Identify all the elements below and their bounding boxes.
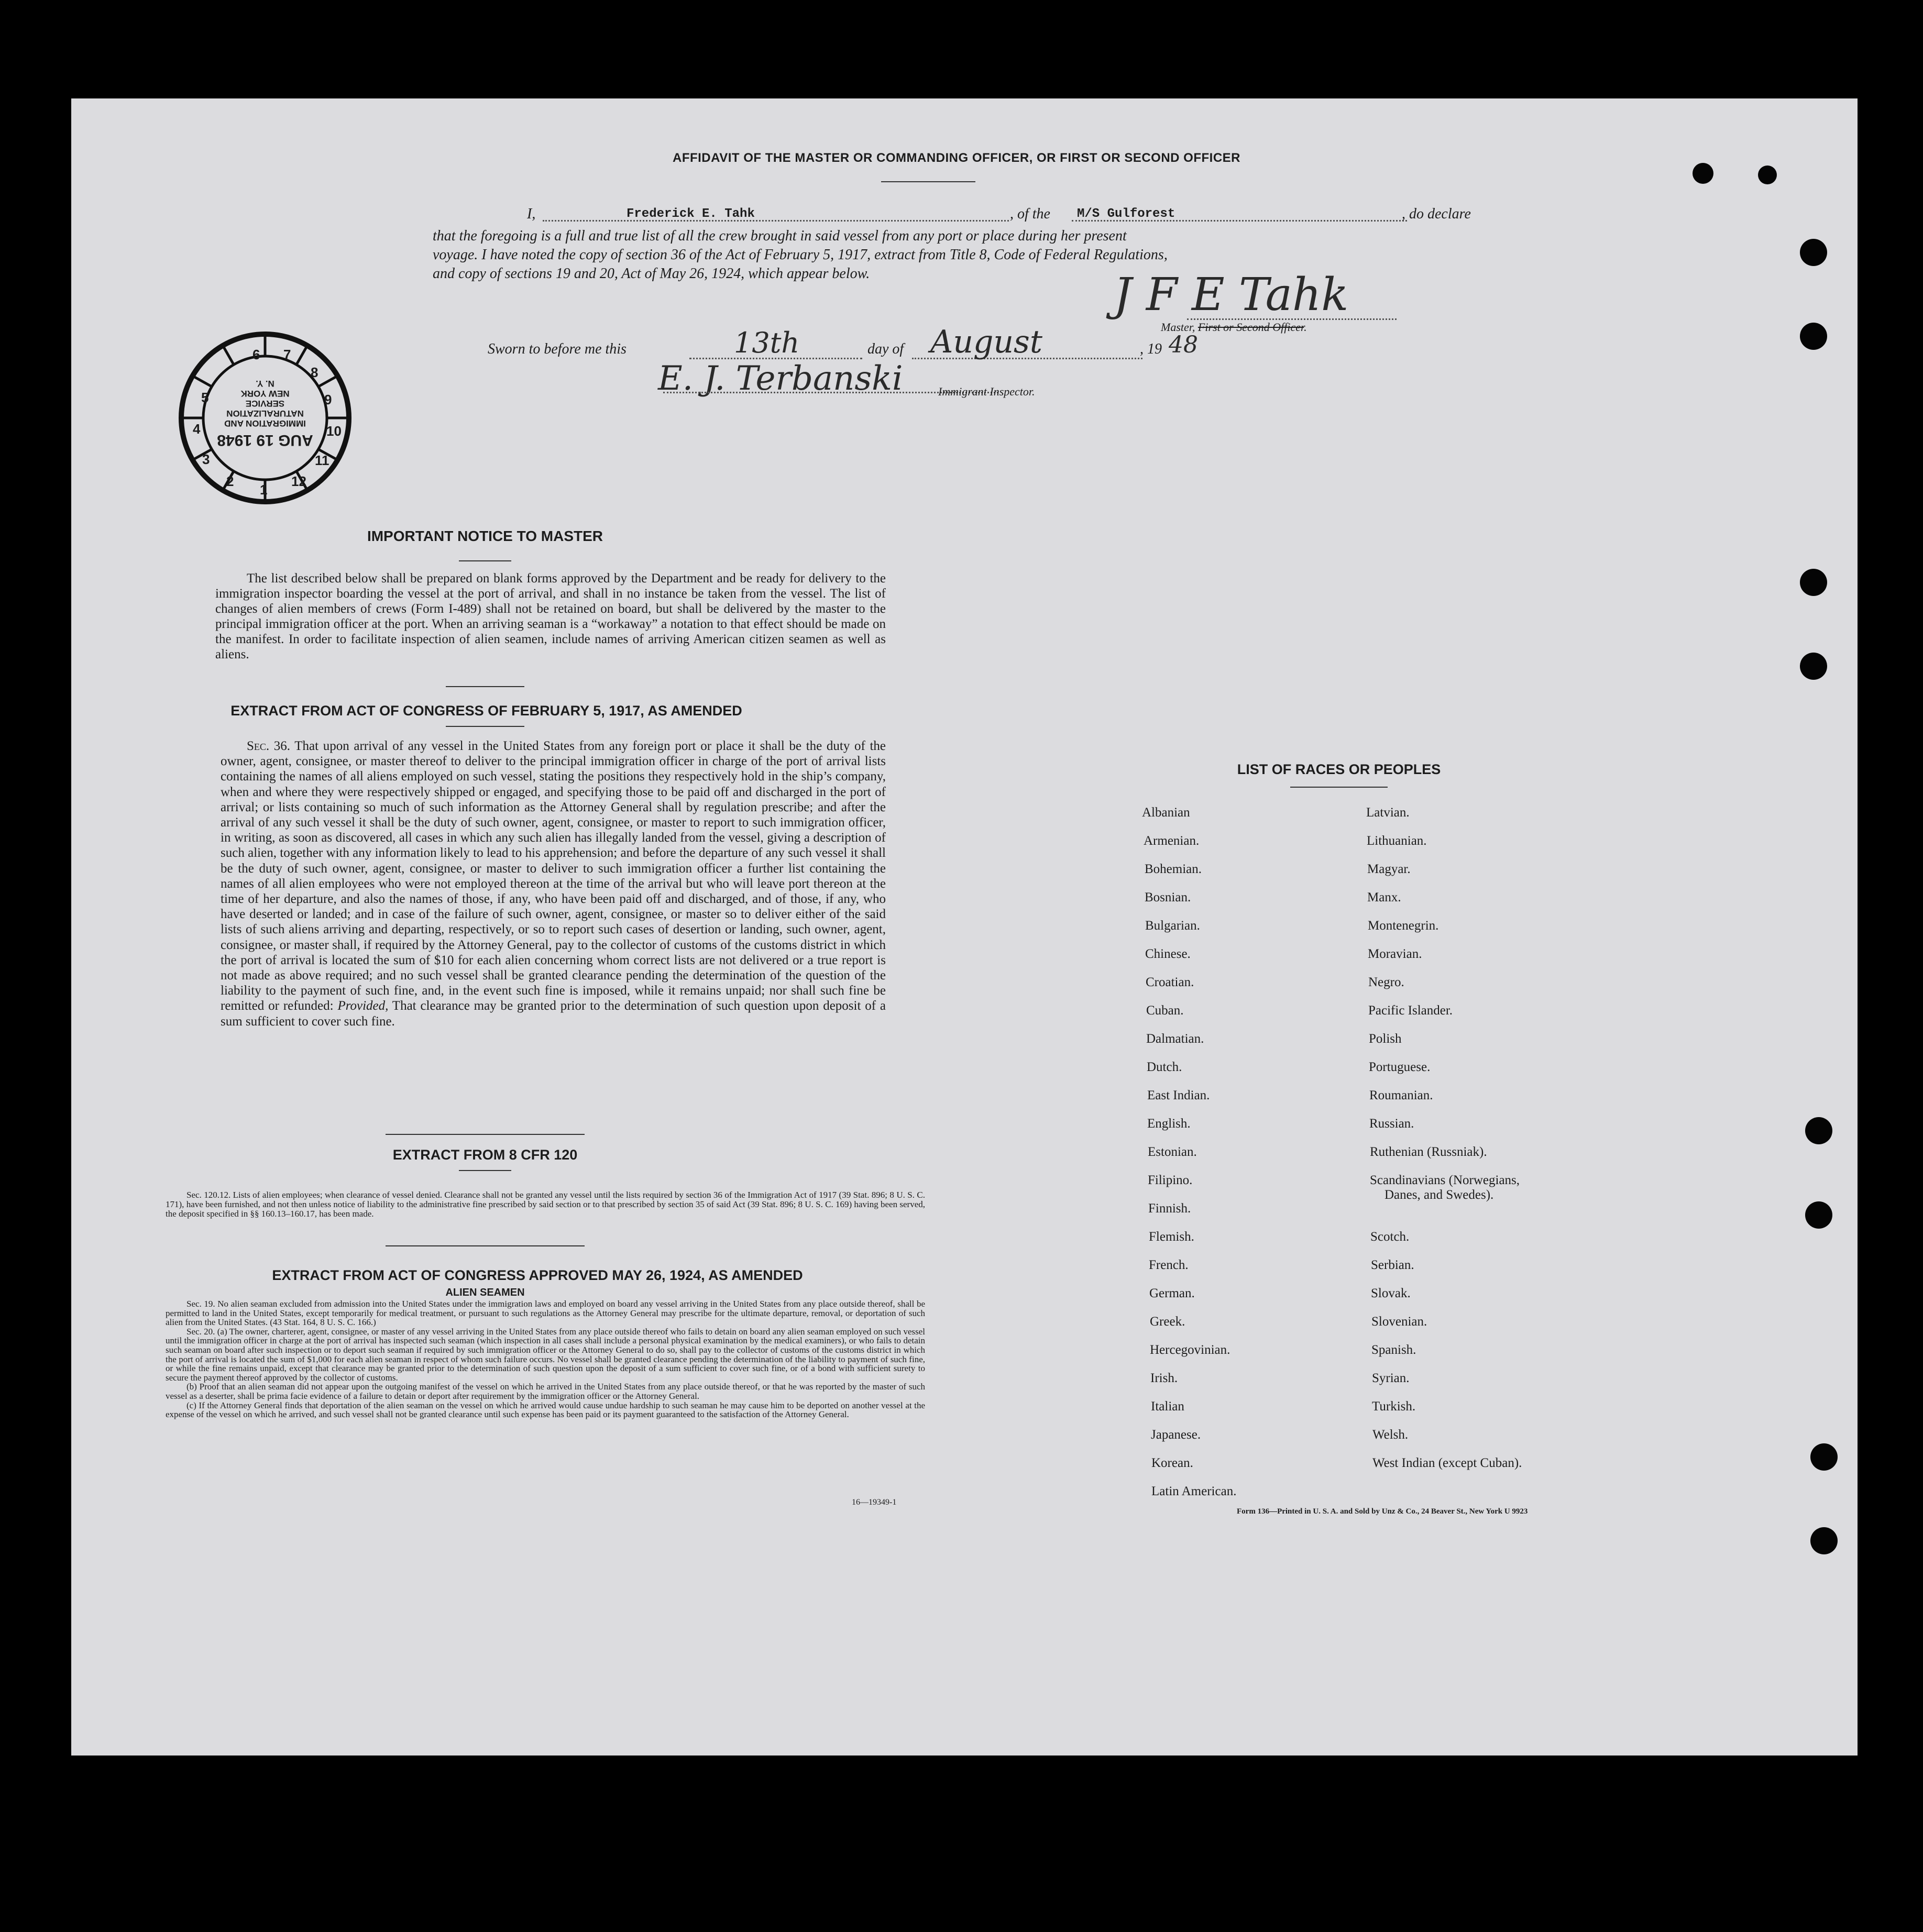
- provided-word: Provided,: [337, 999, 389, 1013]
- sec-36-text-b: That clearance may be granted prior to the determination of such question upon deposit of a sum sufficient to cover such fine.: [221, 999, 886, 1029]
- race-item: Estonian.: [1148, 1145, 1197, 1159]
- stamp-inner-text: [213, 379, 317, 428]
- race-item: Scotch.: [1370, 1230, 1410, 1244]
- punch-hole: [1805, 1201, 1832, 1229]
- punch-hole: [1810, 1443, 1838, 1471]
- punch-hole: [1800, 239, 1827, 266]
- stamp-line-5: N. Y.: [256, 379, 274, 389]
- name-line: [543, 220, 1009, 222]
- notice-underline: [459, 560, 511, 561]
- race-item: Magyar.: [1367, 862, 1411, 876]
- race-item: Hercegovinian.: [1150, 1343, 1230, 1357]
- stamp-number: 5: [201, 390, 209, 405]
- race-item: Manx.: [1367, 890, 1401, 904]
- race-item: Slovenian.: [1371, 1315, 1427, 1329]
- punch-hole: [1805, 1117, 1832, 1144]
- stamp-number: 12: [291, 473, 306, 489]
- affidavit-i: I,: [527, 206, 536, 222]
- race-item: Irish.: [1150, 1371, 1178, 1385]
- cfr-underline: [459, 1170, 511, 1171]
- race-item: Greek.: [1150, 1315, 1185, 1329]
- race-item: Latvian.: [1366, 805, 1410, 820]
- extract-1924-body: [166, 1299, 925, 1419]
- race-item: West Indian (except Cuban).: [1372, 1456, 1522, 1470]
- master-signature-line: [1187, 318, 1397, 320]
- stamp-number: 7: [283, 347, 291, 362]
- race-item: Finnish.: [1148, 1201, 1191, 1216]
- race-item: Spanish.: [1371, 1343, 1416, 1357]
- race-item: Roumanian.: [1369, 1088, 1433, 1102]
- year-prefix: , 19: [1140, 341, 1162, 357]
- race-item: Russian.: [1369, 1117, 1414, 1131]
- notice-title: IMPORTANT NOTICE TO MASTER: [367, 528, 603, 544]
- master-name: Frederick E. Tahk: [627, 207, 755, 221]
- race-item: Bulgarian.: [1145, 919, 1200, 933]
- race-item: Dalmatian.: [1146, 1032, 1204, 1046]
- divider: [446, 686, 524, 687]
- race-item: Turkish.: [1372, 1399, 1416, 1414]
- form-code: 16—19349-1: [852, 1498, 897, 1507]
- race-item: Montenegrin.: [1368, 919, 1439, 933]
- master-label-b: .: [1304, 321, 1307, 334]
- race-item: Armenian.: [1144, 834, 1200, 848]
- stamp-number: 9: [324, 392, 332, 407]
- race-item: Korean.: [1151, 1456, 1193, 1470]
- races-underline: [1290, 787, 1388, 788]
- race-item: Ruthenian (Russniak).: [1370, 1145, 1487, 1159]
- race-item: Bosnian.: [1145, 890, 1191, 904]
- master-signature: J F E Tahk: [1114, 269, 1349, 321]
- inspector-signature: E. J. Terbanski: [658, 359, 903, 398]
- extract-1917-body: [221, 738, 886, 1029]
- sec-20c-text: (c) If the Attorney General finds that deportation of the alien seaman on the vessel on which he arrived would cause undue hardship to such seaman he may cause him to be deported on another vessel at the expense of the vessel on which he arrived, and such vessel shall not be granted clearance until such expense has been paid or its payment guaranteed to the satisfaction of the Attorney General.: [166, 1400, 925, 1420]
- master-label-struck: First or Second Officer: [1197, 321, 1304, 334]
- vessel-name: M/S Gulforest: [1077, 207, 1175, 221]
- divider: [386, 1245, 585, 1246]
- month-value: August: [930, 324, 1042, 360]
- race-item: Polish: [1369, 1032, 1402, 1046]
- race-item: Welsh.: [1372, 1428, 1409, 1442]
- race-item: Albanian: [1142, 805, 1190, 820]
- race-item: Latin American.: [1151, 1484, 1237, 1498]
- cfr-title: EXTRACT FROM 8 CFR 120: [392, 1147, 578, 1163]
- race-item: Flemish.: [1149, 1230, 1194, 1244]
- document-page: [71, 98, 1858, 1756]
- stamp-number: 3: [202, 451, 210, 467]
- stamp-line-3: SERVICE: [245, 399, 285, 409]
- affidavit-line-3: voyage. I have noted the copy of section 36 of the Act of February 5, 1917, extract from Title 8, Code of Federal Regulations,: [433, 247, 1168, 263]
- year-value: 48: [1169, 332, 1198, 358]
- race-item: Bohemian.: [1145, 862, 1202, 876]
- race-item: German.: [1149, 1286, 1195, 1300]
- punch-hole: [1693, 163, 1713, 184]
- stamp-date: AUG 19 1948: [217, 432, 313, 449]
- race-item: Syrian.: [1372, 1371, 1410, 1385]
- extract-1924-title: EXTRACT FROM ACT OF CONGRESS APPROVED MAY 26, 1924, AS AMENDED: [272, 1267, 803, 1283]
- stamp-line-2: NATURALIZATION: [226, 409, 304, 418]
- race-item: French.: [1149, 1258, 1189, 1272]
- race-item: Lithuanian.: [1367, 834, 1427, 848]
- punch-hole: [1800, 569, 1827, 596]
- stamp-number: 10: [326, 423, 342, 439]
- sworn-text: Sworn to before me this: [488, 341, 627, 357]
- race-item: Chinese.: [1145, 947, 1191, 961]
- day-of-text: day of: [867, 341, 904, 357]
- stamp-line-4: NEW YORK: [240, 389, 290, 399]
- race-item: Croatian.: [1146, 975, 1194, 989]
- extract-1917-title: EXTRACT FROM ACT OF CONGRESS OF FEBRUARY 5, 1917, AS AMENDED: [230, 703, 742, 719]
- extract-1924-subtitle: ALIEN SEAMEN: [445, 1287, 525, 1298]
- race-item: Cuban.: [1146, 1003, 1184, 1018]
- stamp-number: 11: [315, 452, 329, 468]
- affidavit-heading: AFFIDAVIT OF THE MASTER OR COMMANDING OFFICER, OR FIRST OR SECOND OFFICER: [672, 151, 1241, 165]
- arrival-date-stamp: [176, 329, 354, 507]
- extract-1917-underline: [446, 726, 524, 727]
- race-item: Scandinavians (Norwegians,: [1370, 1173, 1520, 1187]
- sec-19-text: Sec. 19. No alien seaman excluded from admission into the United States under the immigration laws and employed on board any vessel arriving in the United States from any place outside thereof, shall be permitted to land in the United States, except temporarily for medical treatment, or pursuant to such regulations as the Attorney General may prescribe for the ultimate departure, removal, or deportation of such alien from the United States. (43 Stat. 164, 8 U. S. C. 166.): [166, 1299, 925, 1328]
- race-item: Serbian.: [1371, 1258, 1414, 1272]
- race-item: Dutch.: [1147, 1060, 1182, 1074]
- do-declare-text: , do declare: [1402, 206, 1471, 222]
- race-item: Japanese.: [1151, 1428, 1201, 1442]
- divider: [386, 1134, 585, 1135]
- stamp-number: 4: [193, 421, 201, 437]
- master-label-a: Master,: [1161, 321, 1198, 334]
- race-item: Moravian.: [1368, 947, 1422, 961]
- punch-hole: [1810, 1527, 1838, 1554]
- stamp-number: 2: [226, 473, 234, 489]
- race-item: East Indian.: [1147, 1088, 1210, 1102]
- race-item: Portuguese.: [1369, 1060, 1431, 1074]
- sec-20a-text: Sec. 20. (a) The owner, charterer, agent, consignee, or master of any vessel arriving in the United States from any place outside thereof who fails to detain on board any alien seaman employed on such vessel until the immigration officer in charge at the port of arrival has inspected such seaman (which inspection in all cases shall include a personal physical examination by the medical examiners), or who fails to detain such seaman on board after such inspection or to deport such seaman if required by such immigration officer or the Attorney General to do so, shall pay to the collector of customs of the customs district in which the port of arrival is located the sum of $1,000 for each alien seaman in respect of whom such failure occurs. No vessel shall be granted clearance pending the determination of the liability to payment of such fine, or while the fine remains unpaid, except that clearance may be granted prior to the determination of such question upon the deposit of a sum sufficient to cover such fine, or of a bond with sufficient surety to secure the payment thereof approved by the collector of customs.: [166, 1326, 925, 1383]
- heading-underline: [881, 181, 975, 182]
- stamp-number: 8: [311, 365, 318, 380]
- race-item: Italian: [1151, 1399, 1184, 1414]
- race-item: Slovak.: [1371, 1286, 1411, 1300]
- sec-36-text-a: That upon arrival of any vessel in the United States from any foreign port or place it shall be the duty of the owner, agent, consignee, or master thereof to deliver to the principal immigration officer in charge of the port of arrival lists containing the names of all aliens employed on such vessel, stating the positions they respectively hold in the ship’s company, when and where they were respectively shipped or engaged, and specifying those to be paid off and discharged in the port of arrival; or lists containing so much of such information as the Attorney General shall by regulation prescribe; and after the arrival of any such vessel it shall be the duty of such owner, agent, consignee, or master to report to such immigration officer, in writing, as soon as discovered, all cases in which any such alien has illegally landed from the vessel, giving a description of such alien, together with any information likely to lead to his apprehension; and before the departure of any such vessel it shall be the duty of such owner, agent, consignee, or master to deliver to such immigration officer a further list containing the names of all alien employees who were not employed thereon at the time of the arrival but who will leave port thereon at the time of her departure, and also the names of those, if any, who have been paid off and discharged, and of those, if any, who have deserted or landed; and in case of the failure of such owner, agent, consignee, or master so to deliver either of the said lists of such aliens arriving and departing, respectively, or so to report such cases of desertion or landing, such owner, agent, consignee, or master shall, if required by the Attorney General, pay to the collector of customs of the customs district in which the port of arrival is located the sum of $10 for each alien concerning whom correct lists are not delivered or a true report is not made as above required; and no such vessel shall be granted clearance pending the determination of the question of the liability to the payment of such fine, and, in the event such fine is imposed, while it remains unpaid; nor shall such fine be remitted or refunded:: [221, 739, 886, 1013]
- sec-36-label: Sec. 36.: [247, 739, 291, 753]
- punch-hole: [1758, 165, 1777, 184]
- race-item: Negro.: [1368, 975, 1404, 989]
- form-footer: Form 136—Printed in U. S. A. and Sold by Unz & Co., 24 Beaver St., New York U 9923: [1237, 1507, 1528, 1516]
- affidavit-line-2: that the foregoing is a full and true list of all the crew brought in said vessel from any port or place during her present: [433, 228, 1127, 244]
- inspector-label: Immigrant Inspector.: [938, 385, 1035, 398]
- punch-hole: [1800, 653, 1827, 680]
- punch-hole: [1800, 323, 1827, 350]
- notice-body: The list described below shall be prepared on blank forms approved by the Department and be ready for delivery to the immigration inspector boarding the vessel at the port of arrival, and shall in no instance be taken from the vessel. The list of changes of alien members of crews (Form I-489) shall not be retained on board, but shall be delivered by the master to the principal immigration officer at the port. When an arriving seaman is a “workaway” a notation to that effect should be made on the manifest. In order to facilitate inspection of alien seamen, include names of arriving American citizen seamen as well as aliens.: [215, 571, 886, 661]
- stamp-line-1: IMMIGRATION AND: [224, 418, 306, 428]
- of-the-text: , of the: [1010, 206, 1050, 222]
- race-item: Filipino.: [1148, 1173, 1193, 1187]
- races-title: LIST OF RACES OR PEOPLES: [1237, 761, 1441, 777]
- race-item: Danes, and Swedes).: [1384, 1188, 1494, 1202]
- cfr-body: Sec. 120.12. Lists of alien employees; when clearance of vessel denied. Clearance shall not be granted any vessel until the lists required by section 36 of the Immigration Act of 1917 (39 Stat. 896; 8 U. S. C. 171), have been furnished, and not then unless notice of liability to the administrative fine prescribed by said section or to that prescribed by section 35 of said Act (39 Stat. 896; 8 U. S. C. 169) having been served, the deposit specified in §§ 160.13–160.17, has been made.: [166, 1190, 925, 1219]
- stamp-number: 1: [260, 482, 268, 498]
- race-item: Pacific Islander.: [1368, 1003, 1453, 1018]
- race-item: English.: [1147, 1117, 1191, 1131]
- day-value: 13th: [734, 326, 800, 359]
- affidavit-line-4: and copy of sections 19 and 20, Act of May 26, 1924, which appear below.: [433, 266, 870, 282]
- stamp-number: 6: [252, 347, 260, 362]
- sec-20b-text: (b) Proof that an alien seaman did not appear upon the outgoing manifest of the vessel on which he arrived in the United States from any place outside thereof, or that he was reported by the master of such vessel as a deserter, shall be prima facie evidence of a failure to detain or deport after requirement by the immigration officer or the Attorney General.: [166, 1382, 925, 1401]
